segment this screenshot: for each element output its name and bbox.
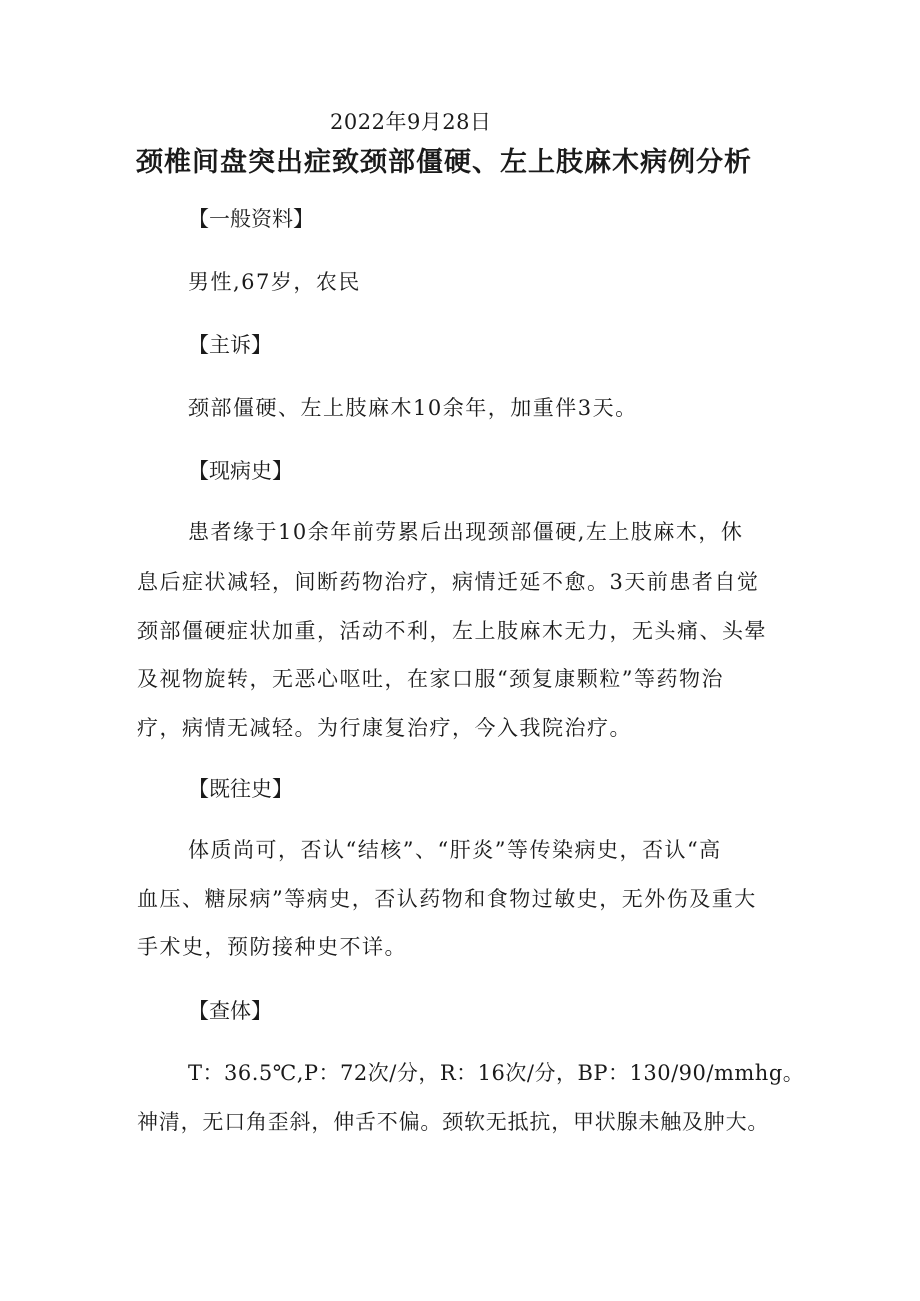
section-heading-past-history: 【既往史】 xyxy=(188,777,293,801)
present-history-line: 颈部僵硬症状加重，活动不利，左上肢麻木无力，无头痛、头晕 xyxy=(137,619,767,643)
section-heading-exam: 【查体】 xyxy=(188,999,272,1023)
exam-line: 神清，无口角歪斜，伸舌不偏。颈软无抵抗，甲状腺未触及肿大。 xyxy=(137,1110,770,1134)
general-info-line: 男性,67岁，农民 xyxy=(188,270,361,294)
past-history-line: 手术史，预防接种史不详。 xyxy=(137,935,407,959)
past-history-line: 体质尚可，否认“结核”、“肝炎”等传染病史，否认“高 xyxy=(188,838,722,862)
exam-line: T：36.5℃,P：72次/分，R：16次/分，BP：130/90/mmhg。 xyxy=(188,1061,805,1085)
present-history-line: 息后症状减轻，间断药物治疗，病情迁延不愈。3天前患者自觉 xyxy=(137,570,760,594)
present-history-line: 及视物旋转，无恶心呕吐，在家口服“颈复康颗粒”等药物治 xyxy=(137,667,724,691)
section-heading-complaint: 【主诉】 xyxy=(188,333,272,357)
past-history-line: 血压、糖尿病”等病史，否认药物和食物过敏史，无外伤及重大 xyxy=(137,887,757,911)
complaint-line: 颈部僵硬、左上肢麻木10余年，加重伴3天。 xyxy=(188,396,638,420)
document-title: 颈椎间盘突出症致颈部僵硬、左上肢麻木病例分析 xyxy=(136,147,752,178)
section-heading-present-history: 【现病史】 xyxy=(188,459,293,483)
present-history-line: 患者缘于10余年前劳累后出现颈部僵硬,左上肢麻木，休 xyxy=(188,520,744,544)
section-heading-general: 【一般资料】 xyxy=(188,207,314,231)
document-date: 2022年9月28日 xyxy=(330,110,492,134)
present-history-line: 疗，病情无减轻。为行康复治疗，今入我院治疗。 xyxy=(137,716,632,740)
